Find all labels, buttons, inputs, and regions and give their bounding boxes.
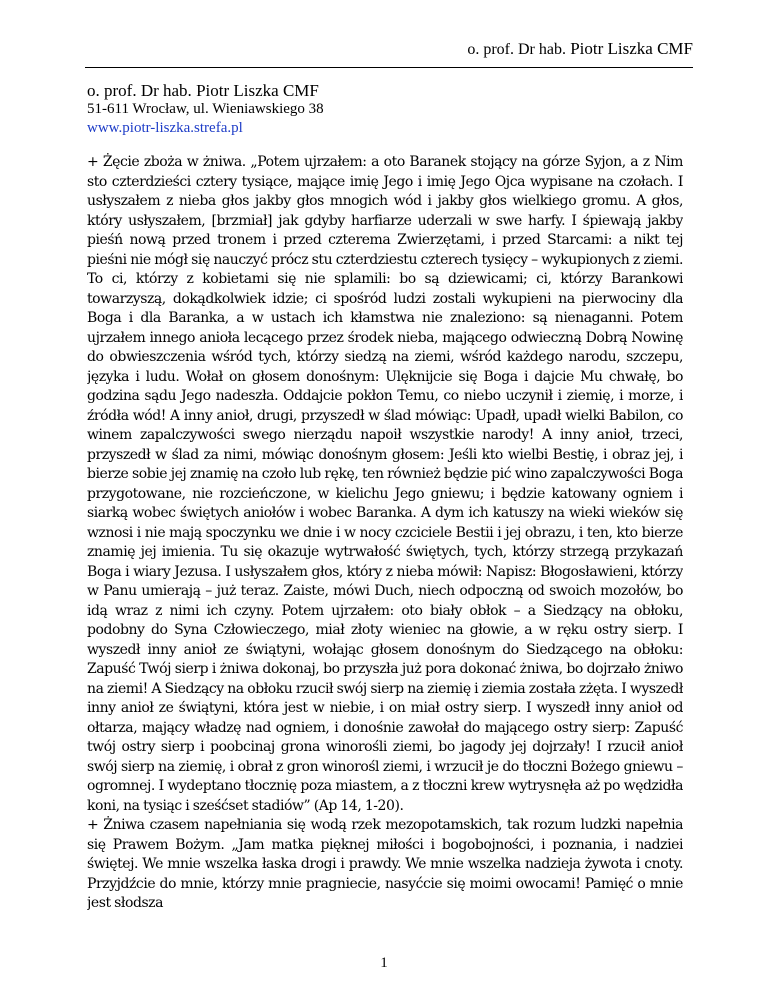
author-address: 51-611 Wrocław, ul. Wieniawskiego 38	[87, 101, 324, 117]
page-header	[0, 12, 768, 58]
author-block	[87, 81, 324, 138]
running-header-name: Piotr Liszka CMF	[570, 39, 693, 58]
header-divider	[85, 67, 693, 68]
author-name-line	[87, 81, 324, 100]
page-number: 1	[380, 955, 388, 971]
author-title: o. prof. Dr hab.	[87, 81, 192, 100]
document-body	[87, 153, 683, 953]
paragraph: + Żniwa czasem napełniania się wodą rzek mezopotamskich, tak rozum ludzki napełnia się Prawem Bożym. „Jam matka pięknej miłości i bogobojności, i poznania, i nadziei świętej. We mnie wszelka łaska drogi i prawdy. We mnie wszelka nadzieja żywota i cnoty. Przyjdźcie do mnie, którzy mnie pragniecie, nasyćcie się moimi owocami! Pamięć o mnie jest słodsza	[87, 817, 683, 911]
author-name: Piotr Liszka CMF	[196, 81, 319, 100]
author-website-link[interactable]: www.piotr-liszka.strefa.pl	[87, 120, 243, 136]
running-header-prefix: o. prof. Dr hab.	[467, 41, 566, 58]
running-header	[467, 40, 693, 58]
paragraph: + Żęcie zboża w żniwa. „Potem ujrzałem: a oto Baranek stojący na górze Syjon, a z Nim sto czterdzieści cztery tysiące, mające imię Jego i imię Jego Ojca wypisane na czołach. I usłyszałem z nieba głos jakby głos mnogich wód i jakby głos wielkiego gromu. A głos, który usłyszałem, [brzmiał] jak gdyby harfiarze uderzali w swe harfy. I śpiewają jakby pieśń nową przed tronem i przed czterema Zwierzętami, i przed Starcami: a nikt tej pieśni nie mógł się nauczyć prócz stu czterdziestu czterech tysięcy – wykupionych z ziemi. To ci, którzy z kobietami się nie splamili: bo są dziewicami; ci, którzy Barankowi towarzyszą, dokądkolwiek idzie; ci spośród ludzi zostali wykupieni na pierwociny dla Boga i dla Baranka, a w ustach ich kłamstwa nie znaleziono: są nienaganni. Potem ujrzałem innego anioła lecącego przez środek nieba, mającego odwieczną Dobrą Nowinę do obwieszczenia wśród tych, którzy siedzą na ziemi, wśród każdego narodu, szczepu, języka i ludu. Wołał on głosem donośnym: Ulęknijcie się Boga i dajcie Mu chwałę, bo godzina sądu Jego nadeszła. Oddajcie pokłon Temu, co niebo uczynił i ziemię, i morze, i źródła wód! A inny anioł, drugi, przyszedł w ślad mówiąc: Upadł, upadł wielki Babilon, co winem zapalczywości swego nierządu napoił wszystkie narody! A inny anioł, trzeci, przyszedł w ślad za nimi, mówiąc donośnym głosem: Jeśli kto wielbi Bestię, i obraz jej, i bierze sobie jej znamię na czoło lub rękę, ten również będzie pić wino zapalczywości Boga przygotowane, nie rozcieńczone, w kielichu Jego gniewu; i będzie katowany ogniem i siarką wobec świętych aniołów i wobec Baranka. A dym ich katuszy na wieki wieków się wznosi i nie mają spoczynku we dnie i w nocy czciciele Bestii i jej obrazu, i ten, kto bierze znamię jej imienia. Tu się okazuje wytrwałość świętych, tych, którzy strzegą przykazań Boga i wiary Jezusa. I usłyszałem głos, który z nieba mówił: Napisz: Błogosławieni, którzy w Panu umierają – już teraz. Zaiste, mówi Duch, niech odpoczną od swoich mozołów, bo idą wraz z nimi ich czyny. Potem ujrzałem: oto biały obłok – a Siedzący na obłoku, podobny do Syna Człowieczego, miał złoty wieniec na głowie, a w ręku ostry sierp. I wyszedł inny anioł ze świątyni, wołając głosem donośnym do Siedzącego na obłoku: Zapuść Twój sierp i żniwa dokonaj, bo przyszła już pora dokonać żniwa, bo dojrzało żniwo na ziemi! A Siedzący na obłoku rzucił swój sierp na ziemię i ziemia została zżęta. I wyszedł inny anioł ze świątyni, która jest w niebie, i on miał ostry sierp. I wyszedł inny anioł od ołtarza, mający władzę nad ogniem, i donośnie zawołał do mającego ostry sierp: Zapuść twój ostry sierp i poobcinaj grona winorośli ziemi, bo jagody jej dojrzały! I rzucił anioł swój sierp na ziemię, i obrał z gron winorośl ziemi, i wrzucił je do tłoczni Bożego gniewu – ogromnej. I wydeptano tłocznię poza miastem, a z tłoczni krew wytrysnęła aż po wędzidła koni, na tysiąc i sześćset stadiów” (Ap 14, 1-20).	[87, 154, 683, 814]
